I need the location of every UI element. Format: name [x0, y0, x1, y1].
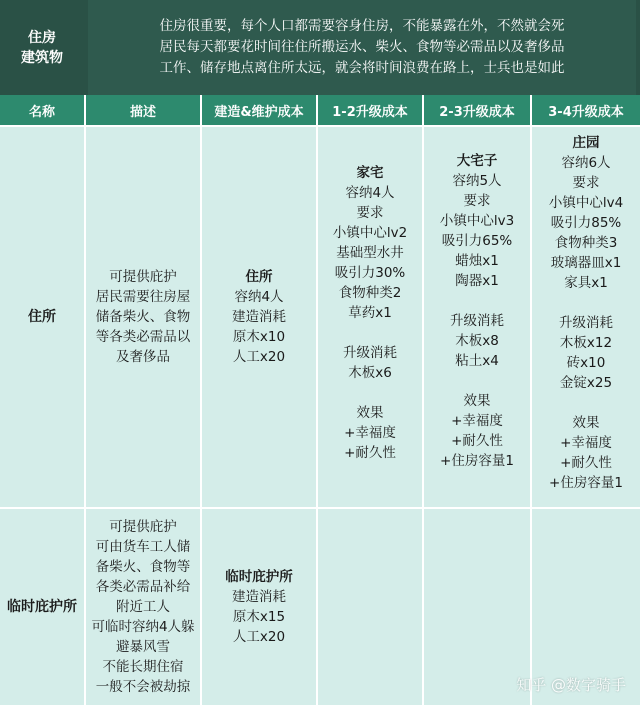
upgrade-effect-line: +耐久性	[451, 433, 503, 449]
upgrade-line: 草药x1	[348, 305, 392, 321]
upgrade-cost-line: 木板x8	[455, 333, 499, 349]
upgrade-cost-line: 木板x6	[348, 365, 392, 381]
build-line: 建造消耗	[232, 589, 286, 605]
upgrade-line: 要求	[356, 205, 384, 221]
watermark: 知乎 @数字骑手	[516, 676, 626, 694]
upgrade-line: 小镇中心lv2	[332, 225, 408, 241]
column-header-build-cost: 建造&维护成本	[202, 95, 318, 125]
upgrade-line: 要求	[572, 175, 600, 191]
upgrade-line: 吸引力85%	[550, 215, 622, 231]
upgrade-line: 陶器x1	[455, 273, 499, 289]
row-description	[86, 509, 202, 705]
build-line: 原木x15	[232, 609, 286, 625]
description-line: 一般不会被劫掠	[95, 679, 191, 695]
build-line: 人工x20	[232, 349, 286, 365]
build-line: 人工x20	[232, 629, 286, 645]
upgrade-title: 家宅	[356, 165, 384, 181]
upgrade-line: 蜡烛x1	[455, 253, 499, 269]
upgrade-line: 食物种类2	[338, 285, 402, 301]
upgrade-cost-line: 粘土x4	[455, 353, 499, 369]
build-title: 临时庇护所	[225, 569, 293, 585]
build-line: 容纳4人	[234, 289, 284, 305]
description-line: 避暴风雪	[116, 639, 170, 655]
description-line: 可由货车工人储	[95, 539, 191, 555]
upgrade-effect-line: +耐久性	[344, 445, 396, 461]
build-line: 原木x10	[232, 329, 286, 345]
build-line: 建造消耗	[232, 309, 286, 325]
row-build-cost	[202, 509, 318, 705]
table-header	[0, 0, 640, 95]
column-header-name: 名称	[0, 95, 86, 125]
description-line: 可临时容纳4人躲	[91, 619, 195, 635]
upgrade-effect-line: 效果	[356, 405, 384, 421]
upgrade-effect-line: 效果	[463, 393, 491, 409]
header-description-line: 住房很重要，每个人口都需要容身住房，不能暴露在外，不然就会死	[159, 18, 565, 34]
upgrade-title: 大宅子	[456, 153, 498, 169]
description-line: 备柴火、食物等	[95, 559, 191, 575]
upgrade-line: 容纳4人	[345, 185, 395, 201]
description-line: 可提供庇护	[109, 519, 177, 535]
description-line: 各类必需品补给	[95, 579, 191, 595]
column-header-description: 描述	[86, 95, 202, 125]
row-upgrade-1-2	[318, 127, 424, 507]
header-title-line: 建筑物	[21, 49, 63, 66]
upgrade-effect-line: 效果	[572, 415, 600, 431]
upgrade-effect-line: +耐久性	[560, 455, 612, 471]
row-name: 临时庇护所	[0, 509, 86, 705]
upgrade-effect-line: +住房容量1	[549, 475, 623, 491]
upgrade-effect-line: +幸福度	[560, 435, 612, 451]
upgrade-line: 小镇中心lv4	[548, 195, 624, 211]
description-line: 居民需要往房屋	[95, 289, 191, 305]
upgrade-cost-line: 升级消耗	[450, 313, 504, 329]
upgrade-line: 家具x1	[564, 275, 608, 291]
column-header-row	[0, 95, 640, 125]
upgrade-cost-line: 金锭x25	[559, 375, 613, 391]
upgrade-cost-line: 砖x10	[566, 355, 606, 371]
build-title: 住所	[245, 269, 273, 285]
header-description-line: 居民每天都要花时间往住所搬运水、柴火、食物等必需品以及奢侈品	[159, 39, 565, 55]
upgrade-line: 容纳5人	[452, 173, 502, 189]
upgrade-line: 玻璃器皿x1	[550, 255, 622, 271]
upgrade-title: 庄园	[572, 135, 600, 151]
description-line: 不能长期住宿	[102, 659, 184, 675]
column-header-upgrade-1-2: 1-2升级成本	[318, 95, 424, 125]
upgrade-cost-line: 升级消耗	[559, 315, 613, 331]
upgrade-line: 食物种类3	[554, 235, 618, 251]
description-line: 及奢侈品	[116, 349, 170, 365]
description-line: 可提供庇护	[109, 269, 177, 285]
row-upgrade-2-3	[424, 127, 532, 507]
row-upgrade-3-4	[532, 127, 640, 507]
table-row-dwelling	[0, 127, 640, 507]
upgrade-line: 容纳6人	[561, 155, 611, 171]
header-description-line: 工作、储存地点离住所太远，就会将时间浪费在路上，士兵也是如此	[159, 60, 565, 76]
column-header-upgrade-3-4: 3-4升级成本	[548, 104, 624, 120]
row-description	[86, 127, 202, 507]
row-upgrade-1-2-empty	[318, 509, 424, 705]
description-line: 储备柴火、食物	[95, 309, 191, 325]
upgrade-effect-line: +幸福度	[344, 425, 396, 441]
upgrade-line: 要求	[463, 193, 491, 209]
header-description	[88, 0, 636, 95]
description-line: 附近工人	[116, 599, 170, 615]
upgrade-cost-line: 升级消耗	[343, 345, 397, 361]
row-name: 住所	[0, 127, 86, 507]
upgrade-line: 吸引力30%	[334, 265, 406, 281]
upgrade-effect-line: +住房容量1	[440, 453, 514, 469]
description-line: 等各类必需品以	[95, 329, 191, 345]
upgrade-effect-line: +幸福度	[451, 413, 503, 429]
upgrade-line: 小镇中心lv3	[439, 213, 515, 229]
upgrade-line: 吸引力65%	[441, 233, 513, 249]
upgrade-cost-line: 木板x12	[559, 335, 613, 351]
column-header-upgrade-2-3: 2-3升级成本	[424, 95, 532, 125]
header-title-line: 住房	[28, 29, 56, 46]
row-build-cost	[202, 127, 318, 507]
upgrade-line: 基础型水井	[336, 245, 404, 261]
header-title	[0, 0, 84, 95]
